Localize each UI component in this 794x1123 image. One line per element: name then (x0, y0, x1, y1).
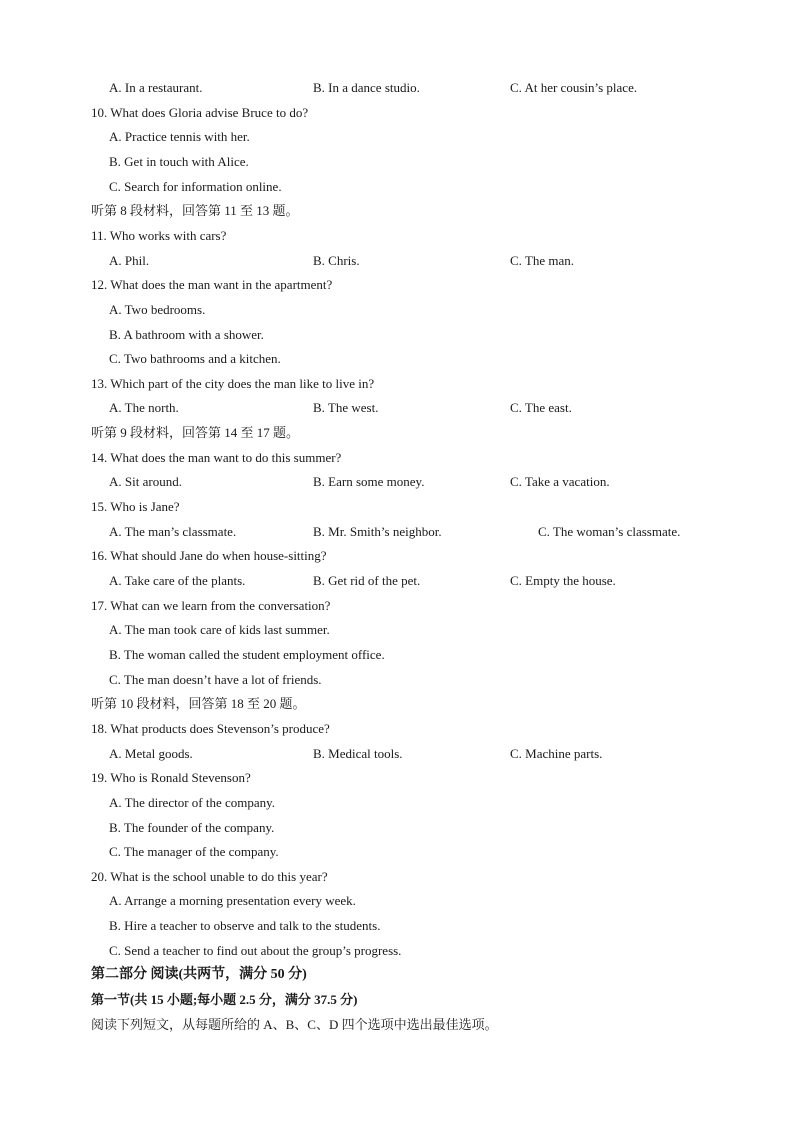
options-row (0, 742, 794, 767)
option-b: B. Chris. (313, 252, 360, 268)
question-text: 13. Which part of the city does the man like to live in? (91, 375, 375, 391)
question-text: 18. What products does Stevenson’s produce? (91, 720, 330, 736)
option-item: C. The manager of the company. (109, 844, 279, 860)
option-item: A. Two bedrooms. (109, 301, 206, 317)
option-a: A. Take care of the plants. (109, 573, 246, 588)
option-a: A. The north. (109, 400, 179, 416)
option-b: B. Earn some money. (313, 474, 425, 490)
question-text: 15. Who is Jane? (91, 499, 180, 515)
option-item: A. The man took care of kids last summer. (109, 622, 330, 638)
option-item: B. Get in touch with Alice. (109, 153, 249, 169)
option-a: A. Phil. (109, 252, 150, 268)
question-text: 17. What can we learn from the conversation? (91, 597, 331, 613)
options-row (0, 569, 794, 594)
option-a: A. In a restaurant. (109, 80, 203, 95)
options-row (0, 396, 794, 421)
question-text: 19. Who is Ronald Stevenson? (91, 770, 251, 786)
option-b: B. Medical tools. (313, 745, 403, 761)
option-c: C. Empty the house. (510, 573, 616, 588)
option-c: C. The man. (510, 252, 575, 268)
option-item: B. Hire a teacher to observe and talk to the students. (109, 918, 381, 934)
section-heading: 第一节(共 15 小题;每小题 2.5 分，满分 37.5 分) (91, 992, 358, 1008)
question-text: 20. What is the school unable to do this year? (91, 868, 328, 884)
options-row (0, 76, 794, 101)
option-a: A. Sit around. (109, 474, 182, 490)
question-text: 12. What does the man want in the apartment? (91, 277, 333, 293)
option-c: C. Machine parts. (510, 745, 603, 761)
option-b: B. The west. (313, 400, 379, 416)
option-item: C. Search for information online. (109, 178, 282, 194)
question-text: 10. What does Gloria advise Bruce to do? (91, 104, 309, 120)
option-item: C. The man doesn’t have a lot of friends. (109, 671, 322, 687)
option-item: C. Send a teacher to find out about the group’s progress. (109, 942, 402, 958)
option-a: A. Metal goods. (109, 745, 193, 761)
option-b: B. Mr. Smith’s neighbor. (313, 523, 442, 539)
section-instruction: 听第 9 段材料，回答第 14 至 17 题。 (91, 425, 300, 441)
option-item: B. The founder of the company. (109, 819, 275, 835)
option-item: B. The woman called the student employment office. (109, 646, 385, 662)
option-c: C. The east. (510, 400, 572, 416)
option-item: A. Arrange a morning presentation every week. (109, 893, 356, 909)
option-item: C. Two bathrooms and a kitchen. (109, 351, 281, 367)
option-c: C. At her cousin’s place. (510, 80, 638, 95)
option-b: B. Get rid of the pet. (313, 573, 421, 588)
option-b: B. In a dance studio. (313, 80, 420, 95)
option-a: A. The man’s classmate. (109, 523, 237, 539)
option-item: A. The director of the company. (109, 794, 276, 810)
options-row (0, 520, 794, 545)
option-c: C. The woman’s classmate. (538, 523, 681, 539)
section-instruction: 听第 10 段材料，回答第 18 至 20 题。 (91, 696, 306, 712)
question-text: 16. What should Jane do when house-sitting? (91, 548, 327, 564)
section-instruction: 听第 8 段材料，回答第 11 至 13 题。 (91, 203, 299, 219)
question-text: 14. What does the man want to do this summer? (91, 449, 342, 465)
option-c: C. Take a vacation. (510, 474, 610, 490)
option-item: A. Practice tennis with her. (109, 129, 250, 145)
options-row (0, 249, 794, 274)
section-instruction: 阅读下列短文，从每题所给的 A、B、C、D 四个选项中选出最佳选项。 (91, 1016, 498, 1032)
option-item: B. A bathroom with a shower. (109, 326, 264, 342)
question-text: 11. Who works with cars? (91, 227, 227, 243)
options-row (0, 470, 794, 495)
part-heading: 第二部分 阅读(共两节，满分 50 分) (91, 967, 307, 983)
